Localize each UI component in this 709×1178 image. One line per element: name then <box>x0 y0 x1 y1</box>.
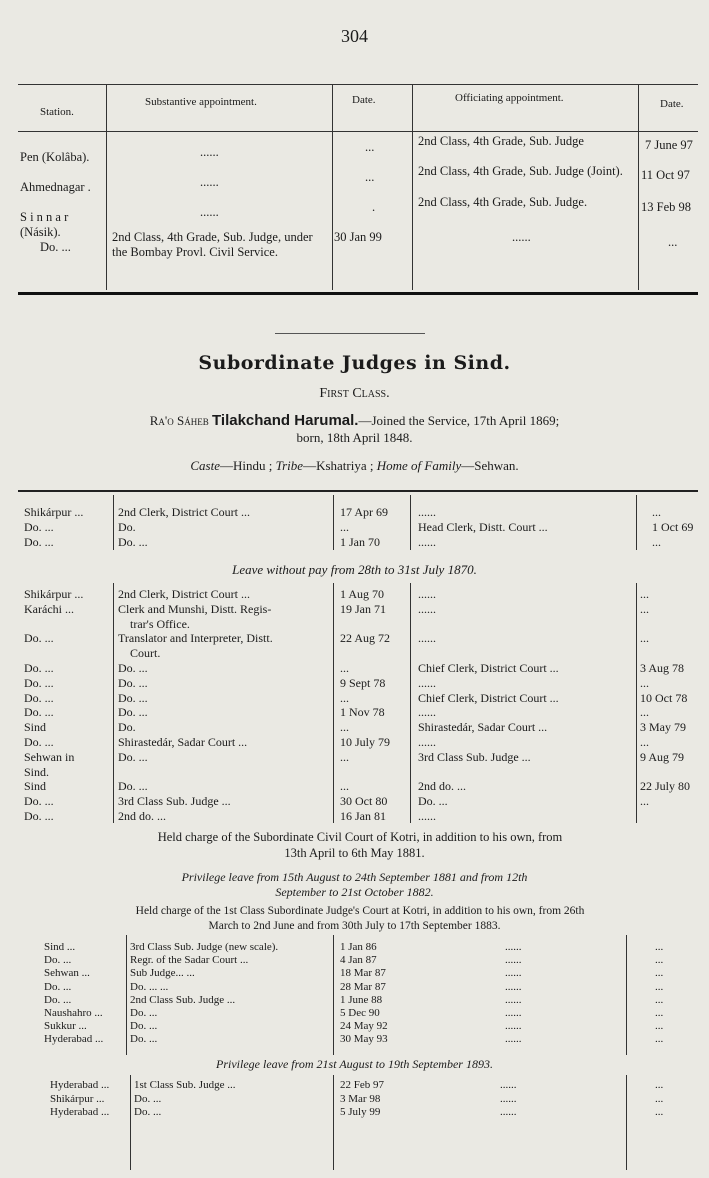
offic-cell: ...... <box>505 1007 522 1019</box>
odate-cell: ... <box>640 631 649 646</box>
tribe-label: Tribe <box>275 458 304 473</box>
offic-cell: 2nd Class, 4th Grade, Sub. Judge (Joint). <box>418 164 623 178</box>
home-value: —Sehwan. <box>461 458 519 473</box>
subst-cell: 2nd do. ... <box>118 809 166 823</box>
station-cell: Do. ... <box>24 631 54 646</box>
offic-cell: ...... <box>512 230 531 244</box>
date-cell: 5 July 99 <box>340 1106 381 1118</box>
odate-cell: 11 Oct 97 <box>641 168 690 182</box>
odate-cell: ... <box>655 1092 664 1105</box>
date-cell: 3 Mar 98 <box>340 1092 381 1105</box>
date-cell: 4 Jan 87 <box>340 954 377 967</box>
odate-cell: ... <box>655 993 664 1006</box>
note-leave-1870: Leave without pay from 28th to 31st July 1870. <box>232 562 477 577</box>
subst-cell: Do. <box>118 520 136 534</box>
offic-cell: 2nd Class, 4th Grade, Sub. Judge <box>418 134 584 148</box>
date-cell: 1 June 88 <box>340 993 383 1006</box>
subst-cell: Do. ... <box>118 690 148 705</box>
subst-cell: Sub Judge... ... <box>130 967 195 980</box>
station-cell: Sind <box>24 779 47 794</box>
subst-cell: ...... <box>200 175 219 189</box>
date-cell: 9 Sept 78 <box>340 675 386 690</box>
odate-cell: 22 July 80 <box>640 779 691 794</box>
offic-cell: ...... <box>505 1033 522 1046</box>
subst-cell: ...... <box>200 205 219 219</box>
note-kotri-1881-b: 13th April to 6th May 1881. <box>284 846 425 860</box>
station-cell: Sehwan in <box>24 749 75 764</box>
station-cell: Do. ... <box>24 520 54 534</box>
odate-cell: ... <box>640 675 649 690</box>
odate-cell: ... <box>655 941 664 953</box>
date-cell: 1 Jan 70 <box>340 535 380 549</box>
station-cell: Do. ... <box>24 661 54 675</box>
offic-cell: ...... <box>418 505 436 519</box>
subst-cell: 2nd Clerk, District Court ... <box>118 587 250 601</box>
date-cell: ... <box>340 690 349 705</box>
odate-cell: ... <box>640 587 649 601</box>
odate-cell: ... <box>640 735 649 749</box>
station-cell: Do. ... <box>40 240 71 254</box>
odate-cell: ... <box>640 601 649 616</box>
date-cell: 1 Aug 70 <box>340 587 385 601</box>
offic-cell: ...... <box>505 1020 522 1033</box>
offic-cell: ...... <box>505 954 522 967</box>
subst-cell: Do. ... <box>118 535 148 549</box>
date-cell: 10 July 79 <box>340 735 391 749</box>
offic-cell: ...... <box>500 1079 517 1091</box>
offic-cell: ...... <box>500 1106 517 1118</box>
offic-cell: ...... <box>505 941 522 953</box>
header-officiating: Officiating appointment. <box>455 92 564 104</box>
col-divider <box>333 495 334 550</box>
subst-cell: Regr. of the Sadar Court ... <box>130 954 249 967</box>
offic-cell: ...... <box>505 980 522 993</box>
date-cell: 22 Feb 97 <box>340 1079 384 1091</box>
odate-cell: ... <box>640 705 649 720</box>
subst-cell: 1st Class Sub. Judge ... <box>134 1079 236 1091</box>
date-cell: ... <box>365 170 375 184</box>
date-cell: 28 Mar 87 <box>340 980 386 993</box>
note-kotri-1883: Held charge of the 1st Class Subordinate Judge's Court at Kotri, in addition to his own, from 26th <box>135 905 585 917</box>
date-cell: ... <box>365 140 375 154</box>
col-divider <box>333 583 334 823</box>
date-cell: 16 Jan 81 <box>340 809 386 823</box>
header-date: Date. <box>352 94 376 106</box>
odate-cell: 1 Oct 69 <box>652 520 694 534</box>
table-bottom-rule <box>18 292 698 295</box>
offic-cell: ...... <box>418 535 436 549</box>
date-cell: 30 Jan 99 <box>334 230 382 244</box>
table-header-rule <box>18 131 698 132</box>
subst-cell: Do. <box>118 720 136 735</box>
odate-cell: ... <box>652 535 661 549</box>
subst-cell: Do. ... <box>130 1033 158 1046</box>
subst-cell: Do. ... <box>118 779 148 794</box>
person-joined: —Joined the Service, 17th April 1869; <box>358 413 560 428</box>
odate-cell: ... <box>655 1033 664 1046</box>
subst-cell-cont: trar's Office. <box>130 616 190 631</box>
odate-cell: 7 June 97 <box>645 138 693 152</box>
col-divider <box>126 935 127 1055</box>
date-cell: 24 May 92 <box>340 1020 388 1033</box>
date-cell: 1 Nov 78 <box>340 705 385 720</box>
col-divider <box>412 84 413 290</box>
station-cell: Do. ... <box>24 735 54 749</box>
note-privilege-1881: Privilege leave from 15th August to 24th September 1881 and from 12th <box>181 870 528 884</box>
divider <box>275 333 425 334</box>
odate-cell: ... <box>640 794 649 809</box>
note-privilege-1893: Privilege leave from 21st August to 19th September 1893. <box>216 1057 493 1071</box>
date-cell: ... <box>340 661 349 675</box>
odate-cell: ... <box>655 980 664 993</box>
offic-cell: 2nd Class, 4th Grade, Sub. Judge. <box>418 195 588 209</box>
class-title: First Class. <box>319 386 390 401</box>
person-prefix: Ra'o Sáheb <box>149 413 209 428</box>
station-cell: Naushahro ... <box>44 1007 103 1019</box>
station-cell: Shikárpur ... <box>50 1092 105 1105</box>
offic-cell: 2nd do. ... <box>418 779 466 794</box>
person-line <box>0 412 709 429</box>
odate-cell: 10 Oct 78 <box>640 690 688 705</box>
date-cell: 1 Jan 86 <box>340 941 377 953</box>
odate-cell: ... <box>655 1007 664 1019</box>
col-divider <box>113 495 114 550</box>
station-cell: Pen (Kolâba). <box>20 150 90 164</box>
station-cell: Do. ... <box>44 993 72 1006</box>
offic-cell: Chief Clerk, District Court ... <box>418 690 559 705</box>
odate-cell: ... <box>655 954 664 967</box>
date-cell: ... <box>340 720 349 735</box>
station-cell: Sehwan ... <box>44 967 90 980</box>
offic-cell: ...... <box>418 735 436 749</box>
offic-cell: Chief Clerk, District Court ... <box>418 661 559 675</box>
section-title: Subordinate Judges in Sind. <box>198 352 511 374</box>
subst-cell: 3rd Class Sub. Judge (new scale). <box>130 941 279 953</box>
col-divider <box>113 583 114 823</box>
date-cell: 30 Oct 80 <box>340 794 388 809</box>
station-cell: Do. ... <box>24 794 54 809</box>
subst-cell: Do. ... <box>134 1106 162 1118</box>
odate-cell: ... <box>655 1020 664 1033</box>
col-divider <box>626 1075 627 1170</box>
odate-cell: ... <box>655 967 664 980</box>
header-date-2: Date. <box>660 98 684 110</box>
offic-cell: Do. ... <box>418 794 448 809</box>
offic-cell: ...... <box>418 705 436 720</box>
station-cell: S i n n a r (Násik). <box>20 210 69 239</box>
date-cell: 30 May 93 <box>340 1033 388 1046</box>
offic-cell: ...... <box>505 993 522 1006</box>
odate-cell: 3 Aug 78 <box>640 661 685 675</box>
station-cell: Do. ... <box>24 675 54 690</box>
date-cell: 18 Mar 87 <box>340 967 386 980</box>
col-divider <box>638 84 639 290</box>
date-cell: ... <box>340 749 349 764</box>
subst-cell: Do. ... ... <box>130 980 169 993</box>
station-cell: Do. ... <box>44 954 72 967</box>
subst-cell: Do. ... <box>118 661 148 675</box>
header-substantive: Substantive appointment. <box>145 96 257 108</box>
date-cell: . <box>372 200 376 214</box>
offic-cell: 3rd Class Sub. Judge ... <box>418 749 531 764</box>
col-divider <box>332 84 333 290</box>
station-cell: Do. ... <box>24 535 54 549</box>
station-cell: Hyderabad ... <box>50 1079 110 1091</box>
subst-cell: Do. ... <box>118 675 148 690</box>
home-label: Home of Family <box>376 458 462 473</box>
subst-cell: Shirastedár, Sadar Court ... <box>118 735 248 749</box>
caste-line <box>0 458 709 474</box>
subst-cell: 2nd Class, 4th Grade, Sub. Judge, under the Bombay Provl. Civil Service. <box>112 230 313 259</box>
subst-cell-cont: Court. <box>130 646 161 661</box>
odate-cell: 3 May 79 <box>640 720 686 735</box>
page-number: 304 <box>341 26 368 46</box>
station-cell: Hyderabad ... <box>44 1033 104 1046</box>
col-divider <box>333 935 334 1055</box>
subst-cell: Do. ... <box>134 1092 162 1105</box>
station-cell: Shikárpur ... <box>24 505 84 519</box>
offic-cell: ...... <box>500 1092 517 1105</box>
station-cell: Do. ... <box>44 980 72 993</box>
odate-cell: 13 Feb 98 <box>641 200 691 214</box>
subst-cell: ...... <box>200 145 219 159</box>
station-cell: Shikárpur ... <box>24 587 84 601</box>
person-name: Tilakchand Harumal. <box>212 412 359 429</box>
date-cell: ... <box>340 779 349 794</box>
col-divider <box>636 495 637 550</box>
date-cell: ... <box>340 520 349 534</box>
station-cell: Do. ... <box>24 690 54 705</box>
station-cell: Sind ... <box>44 941 76 953</box>
station-cell: Sind <box>24 720 47 735</box>
odate-cell: 9 Aug 79 <box>640 749 685 764</box>
subst-cell: Do. ... <box>118 749 148 764</box>
col-divider <box>333 1075 334 1170</box>
odate-cell: ... <box>668 235 678 249</box>
odate-cell: ... <box>652 505 661 519</box>
header-station: Station. <box>40 106 74 118</box>
subst-cell: 2nd Clerk, District Court ... <box>118 505 250 519</box>
subst-cell: Do. ... <box>130 1007 158 1019</box>
caste-label: Caste <box>190 458 220 473</box>
station-cell: Sukkur ... <box>44 1020 87 1033</box>
offic-cell: Shirastedár, Sadar Court ... <box>418 720 548 735</box>
odate-cell: ... <box>655 1106 664 1118</box>
caste-value: —Hindu ; <box>219 458 273 473</box>
note-kotri-1881: Held charge of the Subordinate Civil Court of Kotri, in addition to his own, from <box>157 830 563 844</box>
offic-cell: Head Clerk, Distt. Court ... <box>418 520 548 534</box>
table-top-rule <box>18 84 698 85</box>
note-kotri-1883-b: March to 2nd June and from 30th July to 17th September 1883. <box>208 920 501 932</box>
odate-cell: ... <box>655 1079 664 1091</box>
col-divider <box>626 935 627 1055</box>
tribe-value: —Kshatriya ; <box>303 458 374 473</box>
station-cell: Hyderabad ... <box>50 1106 110 1118</box>
station-cell: Karáchi ... <box>24 601 74 616</box>
subst-cell: Do. ... <box>118 705 148 720</box>
station-cell: Do. ... <box>24 809 54 823</box>
subst-cell: Translator and Interpreter, Distt. <box>118 631 273 646</box>
offic-cell: ...... <box>418 601 436 616</box>
offic-cell: ...... <box>418 809 436 823</box>
offic-cell: ...... <box>418 587 436 601</box>
station-cell: Ahmednagar . <box>20 180 91 194</box>
station-cell: Sind. <box>24 764 50 779</box>
date-cell: 5 Dec 90 <box>340 1007 380 1019</box>
col-divider <box>410 583 411 823</box>
col-divider <box>410 495 411 550</box>
subst-cell: Do. ... <box>130 1020 158 1033</box>
col-divider <box>636 583 637 823</box>
col-divider <box>130 1075 131 1170</box>
note-privilege-1882: September to 21st October 1882. <box>275 885 434 899</box>
station-cell: Do. ... <box>24 705 54 720</box>
date-cell: 17 Apr 69 <box>340 505 388 519</box>
offic-cell: ...... <box>505 967 522 980</box>
subst-cell: Clerk and Munshi, Distt. Regis- <box>118 601 272 616</box>
subst-cell: 3rd Class Sub. Judge ... <box>118 794 231 809</box>
person-born: born, 18th April 1848. <box>296 430 413 445</box>
offic-cell: ...... <box>418 631 436 646</box>
date-cell: 19 Jan 71 <box>340 601 386 616</box>
subst-cell: 2nd Class Sub. Judge ... <box>130 993 236 1006</box>
date-cell: 22 Aug 72 <box>340 631 391 646</box>
col-divider <box>106 84 107 290</box>
offic-cell: ...... <box>418 675 436 690</box>
section-rule <box>18 490 698 492</box>
